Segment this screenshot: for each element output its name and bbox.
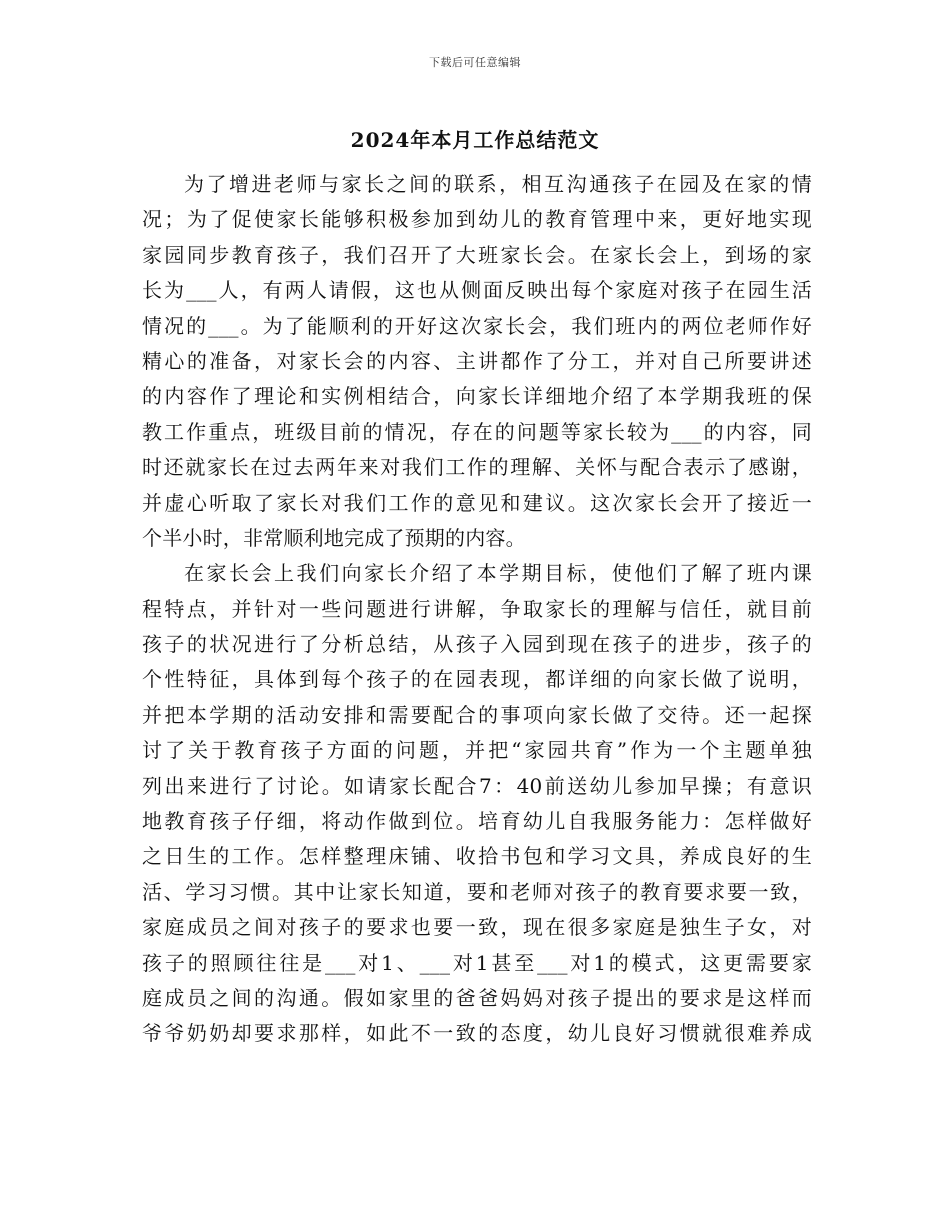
- paragraph-2-line-4: 个性特征，具体到每个孩子的在园表现，都详细的向家长做了说明，: [142, 667, 812, 692]
- paragraph-1-line-2: 况；为了促使家长能够积极参加到幼儿的教育管理中来，更好地实现: [142, 207, 812, 232]
- paragraph-2-line-6: 讨了关于教育孩子方面的问题，并把“家园共育”作为一个主题单独: [142, 738, 812, 763]
- paragraph-1-line-9: 时还就家长在过去两年来对我们工作的理解、关怀与配合表示了感谢，: [142, 455, 812, 480]
- document-body: [142, 167, 812, 1052]
- paragraph-2-line-3: 孩子的状况进行了分析总结，从孩子入园到现在孩子的进步，孩子的: [142, 632, 812, 657]
- paragraph-1-line-7: 的内容作了理论和实例相结合，向家长详细地介绍了本学期我班的保: [142, 384, 812, 409]
- paragraph-1-line-4: 长为___人，有两人请假，这也从侧面反映出每个家庭对孩子在园生活: [142, 278, 812, 303]
- paragraph-1-line-3: 家园同步教育孩子，我们召开了大班家长会。在家长会上，到场的家: [142, 242, 812, 267]
- paragraph-2-line-12: 孩子的照顾往往是___对1、___对1甚至___对1的模式，这更需要家: [142, 950, 812, 975]
- paragraph-2-line-7: 列出来进行了讨论。如请家长配合7：40前送幼儿参加早操；有意识: [142, 773, 812, 798]
- paragraph-1-line-8: 教工作重点，班级目前的情况，存在的问题等家长较为___的内容，同: [142, 419, 812, 444]
- paragraph-1-line-6: 精心的准备，对家长会的内容、主讲都作了分工，并对自己所要讲述: [142, 348, 812, 373]
- header-note: 下载后可任意编辑: [429, 56, 521, 69]
- paragraph-1-line-11: 个半小时，非常顺利地完成了预期的内容。: [142, 525, 526, 550]
- paragraph-2-line-1: 在家长会上我们向家长介绍了本学期目标，使他们了解了班内课: [184, 561, 812, 586]
- paragraph-2-line-10: 活、学习习惯。其中让家长知道，要和老师对孩子的教育要求要一致，: [142, 879, 812, 904]
- paragraph-2-line-9: 之日生的工作。怎样整理床铺、收拾书包和学习文具，养成良好的生: [142, 844, 812, 869]
- paragraph-2-line-5: 并把本学期的活动安排和需要配合的事项向家长做了交待。还一起探: [142, 702, 812, 727]
- paragraph-2-line-2: 程特点，并针对一些问题进行讲解，争取家长的理解与信任，就目前: [142, 596, 812, 621]
- page-title: 2024年本月工作总结范文: [350, 128, 600, 152]
- paragraph-1-line-10: 并虚心听取了家长对我们工作的意见和建议。这次家长会开了接近一: [142, 490, 812, 515]
- paragraph-1-line-5: 情况的___。为了能顺利的开好这次家长会，我们班内的两位老师作好: [142, 313, 812, 338]
- paragraph-2-line-14: 爷爷奶奶却要求那样，如此不一致的态度，幼儿良好习惯就很难养成: [142, 1021, 812, 1046]
- paragraph-2-line-13: 庭成员之间的沟通。假如家里的爸爸妈妈对孩子提出的要求是这样而: [142, 985, 812, 1010]
- paragraph-2-line-11: 家庭成员之间对孩子的要求也要一致，现在很多家庭是独生子女，对: [142, 915, 812, 940]
- paragraph-1-line-1: 为了增进老师与家长之间的联系，相互沟通孩子在园及在家的情: [184, 172, 812, 196]
- paragraph-2-line-8: 地教育孩子仔细，将动作做到位。培育幼儿自我服务能力：怎样做好: [142, 809, 812, 834]
